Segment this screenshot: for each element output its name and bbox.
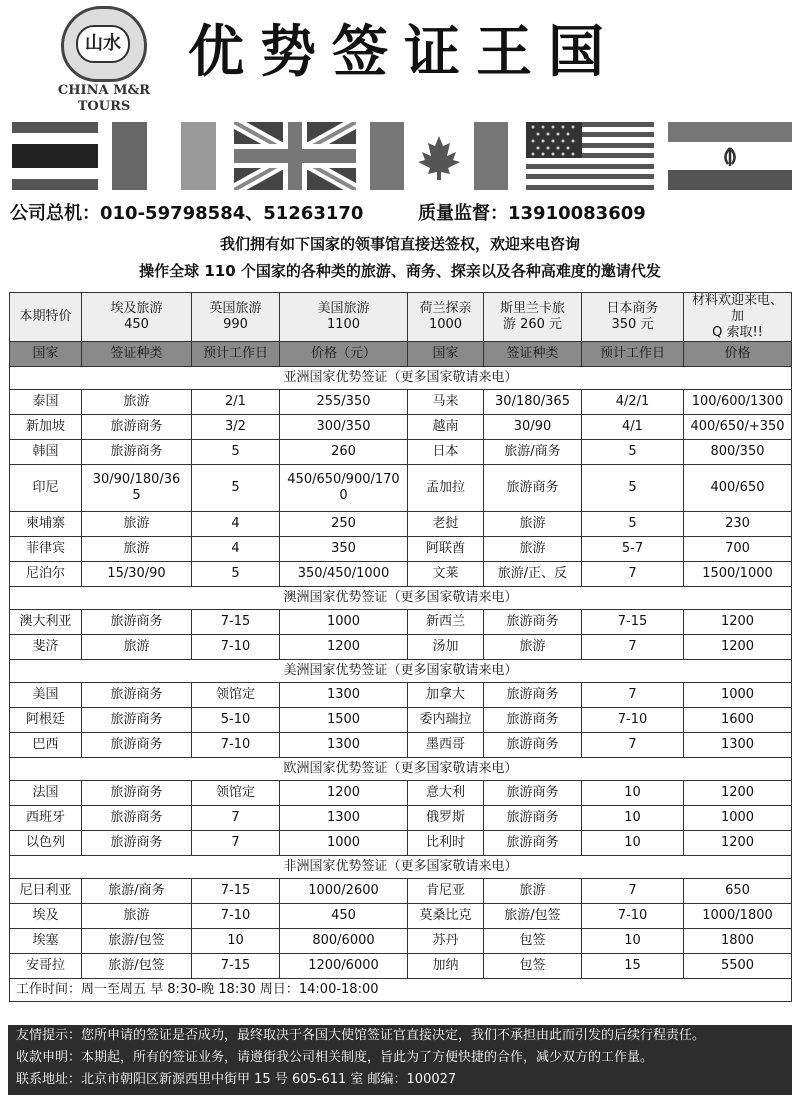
table-cell: 1000 <box>684 683 792 708</box>
section-title: 美洲国家优势签证（更多国家敬请来电） <box>10 660 792 683</box>
table-cell: 旅游/商务 <box>484 440 582 465</box>
table-cell: 230 <box>684 512 792 537</box>
table-cell: 墨西哥 <box>408 733 484 758</box>
working-hours: 工作时间：周一至周五 早 8:30-晚 18:30 周日：14:00-18:00 <box>10 979 792 1002</box>
table-cell: 包签 <box>484 954 582 979</box>
thailand-flag-icon <box>12 122 98 190</box>
table-row <box>10 683 792 708</box>
table-cell: 10 <box>582 781 684 806</box>
table-cell: 委内瑞拉 <box>408 708 484 733</box>
footer-notice <box>8 1025 792 1095</box>
table-cell: 5 <box>582 440 684 465</box>
working-hours-row <box>10 979 792 1002</box>
table-cell: 100/600/1300 <box>684 390 792 415</box>
table-cell: 旅游/包签 <box>82 954 192 979</box>
section-title-row <box>10 856 792 879</box>
table-cell: 旅游商务 <box>82 781 192 806</box>
table-row <box>10 465 792 512</box>
table-cell: 旅游 <box>484 879 582 904</box>
table-cell: 7-15 <box>192 610 280 635</box>
column-header: 签证种类 <box>82 342 192 367</box>
quality-supervision <box>418 202 646 226</box>
special-offer-cell: 材料欢迎来电、加 Q 索取!! <box>684 293 792 342</box>
table-cell: 7-10 <box>582 904 684 929</box>
table-row <box>10 806 792 831</box>
table-cell: 400/650/+350 <box>684 415 792 440</box>
table-cell: 5 <box>192 562 280 587</box>
quality-label: 质量监督： <box>418 203 508 224</box>
table-cell: 1200 <box>684 635 792 660</box>
logo-mark-text: 山水 <box>76 25 130 63</box>
table-cell: 1000 <box>280 831 408 856</box>
table-cell: 苏丹 <box>408 929 484 954</box>
table-cell: 巴西 <box>10 733 82 758</box>
table-cell: 旅游/正、反 <box>484 562 582 587</box>
company-phone <box>10 202 363 226</box>
column-header: 国家 <box>10 342 82 367</box>
table-cell: 斐济 <box>10 635 82 660</box>
table-cell: 旅游 <box>484 537 582 562</box>
table-cell: 旅游商务 <box>484 733 582 758</box>
column-header: 签证种类 <box>484 342 582 367</box>
table-cell: 菲律宾 <box>10 537 82 562</box>
section-title: 澳洲国家优势签证（更多国家敬请来电） <box>10 587 792 610</box>
table-cell: 5 <box>192 440 280 465</box>
table-cell: 250 <box>280 512 408 537</box>
table-cell: 越南 <box>408 415 484 440</box>
table-cell: 比利时 <box>408 831 484 856</box>
table-cell: 7 <box>582 635 684 660</box>
table-row <box>10 537 792 562</box>
intro-line-2: 操作全球 110 个国家的各种类的旅游、商务、探亲以及各种高难度的邀请代发 <box>139 262 661 280</box>
column-header: 预计工作日 <box>192 342 280 367</box>
table-cell: 1000 <box>280 610 408 635</box>
column-header: 价格 <box>684 342 792 367</box>
table-cell: 以色列 <box>10 831 82 856</box>
table-row <box>10 879 792 904</box>
table-row <box>10 415 792 440</box>
section-title-row <box>10 367 792 390</box>
table-cell: 旅游商务 <box>484 465 582 512</box>
table-cell: 旅游商务 <box>82 806 192 831</box>
table-cell: 肯尼亚 <box>408 879 484 904</box>
table-cell: 埃塞 <box>10 929 82 954</box>
table-cell: 7-10 <box>192 733 280 758</box>
table-cell: 阿根廷 <box>10 708 82 733</box>
table-cell: 10 <box>582 929 684 954</box>
table-cell: 美国 <box>10 683 82 708</box>
table-cell: 领馆定 <box>192 781 280 806</box>
table-cell: 5 <box>582 465 684 512</box>
table-cell: 300/350 <box>280 415 408 440</box>
special-offer-cell: 荷兰探亲 1000 <box>408 293 484 342</box>
quality-phone: 13910083609 <box>508 203 646 224</box>
table-cell: 印尼 <box>10 465 82 512</box>
table-header-row <box>10 342 792 367</box>
table-cell: 尼泊尔 <box>10 562 82 587</box>
table-cell: 阿联酋 <box>408 537 484 562</box>
special-offer-cell: 日本商务 350 元 <box>582 293 684 342</box>
section-title: 非洲国家优势签证（更多国家敬请来电） <box>10 856 792 879</box>
table-cell: 俄罗斯 <box>408 806 484 831</box>
table-cell: 5500 <box>684 954 792 979</box>
table-cell: 旅游商务 <box>82 733 192 758</box>
table-cell: 5 <box>582 512 684 537</box>
table-cell: 7-10 <box>582 708 684 733</box>
table-cell: 孟加拉 <box>408 465 484 512</box>
table-cell: 埃及 <box>10 904 82 929</box>
table-cell: 文莱 <box>408 562 484 587</box>
table-cell: 1200 <box>684 610 792 635</box>
company-logo <box>44 6 164 114</box>
special-offer-cell: 英国旅游 990 <box>192 293 280 342</box>
table-cell: 450 <box>280 904 408 929</box>
table-cell: 旅游商务 <box>484 708 582 733</box>
table-cell: 1200 <box>280 781 408 806</box>
table-cell: 旅游商务 <box>82 831 192 856</box>
table-cell: 新加坡 <box>10 415 82 440</box>
table-cell: 1200/6000 <box>280 954 408 979</box>
logo-mark <box>61 6 147 82</box>
table-cell: 旅游商务 <box>82 708 192 733</box>
table-cell: 1200 <box>280 635 408 660</box>
table-cell: 旅游商务 <box>484 781 582 806</box>
uk-flag-icon <box>234 122 356 190</box>
table-cell: 1600 <box>684 708 792 733</box>
table-cell: 650 <box>684 879 792 904</box>
table-cell: 旅游 <box>82 390 192 415</box>
table-cell: 日本 <box>408 440 484 465</box>
table-row <box>10 733 792 758</box>
visa-price-table <box>9 292 792 1002</box>
table-cell: 450/650/900/170 0 <box>280 465 408 512</box>
table-cell: 7-10 <box>192 904 280 929</box>
table-row <box>10 929 792 954</box>
table-cell: 4 <box>192 512 280 537</box>
table-row <box>10 440 792 465</box>
table-cell: 旅游 <box>484 635 582 660</box>
table-cell: 4/2/1 <box>582 390 684 415</box>
table-cell: 255/350 <box>280 390 408 415</box>
table-cell: 旅游 <box>82 635 192 660</box>
table-cell: 1300 <box>280 806 408 831</box>
phone-number: 010-59798584、51263170 <box>100 203 364 224</box>
specials-label: 本期特价 <box>10 293 82 342</box>
table-cell: 加纳 <box>408 954 484 979</box>
canada-flag-icon <box>370 122 508 190</box>
intro-line-1: 我们拥有如下国家的领事馆直接送签权，欢迎来电咨询 <box>219 235 580 253</box>
table-cell: 7-15 <box>192 879 280 904</box>
table-cell: 5-10 <box>192 708 280 733</box>
special-offer-cell: 美国旅游 1100 <box>280 293 408 342</box>
table-cell: 400/650 <box>684 465 792 512</box>
table-row <box>10 954 792 979</box>
table-row <box>10 831 792 856</box>
column-header: 价格（元） <box>280 342 408 367</box>
phone-label: 公司总机： <box>10 203 100 224</box>
table-cell: 15/30/90 <box>82 562 192 587</box>
table-cell: 5 <box>192 465 280 512</box>
table-row <box>10 562 792 587</box>
table-cell: 30/180/365 <box>484 390 582 415</box>
section-title: 欧洲国家优势签证（更多国家敬请来电） <box>10 758 792 781</box>
table-row <box>10 708 792 733</box>
table-cell: 1200 <box>684 831 792 856</box>
table-cell: 15 <box>582 954 684 979</box>
table-cell: 1800 <box>684 929 792 954</box>
table-cell: 7-15 <box>192 954 280 979</box>
table-cell: 800/6000 <box>280 929 408 954</box>
footer-tip: 友情提示：您所申请的签证是否成功，最终取决于各国大使馆签证官直接决定，我们不承担由此而引发的后续行程责任。 <box>16 1028 706 1043</box>
table-row <box>10 781 792 806</box>
table-cell: 韩国 <box>10 440 82 465</box>
table-cell: 30/90/180/36 5 <box>82 465 192 512</box>
table-cell: 旅游 <box>82 904 192 929</box>
section-title-row <box>10 587 792 610</box>
table-cell: 旅游商务 <box>484 610 582 635</box>
table-cell: 10 <box>192 929 280 954</box>
logo-name-line2: TOURS <box>77 99 131 114</box>
table-cell: 7 <box>582 562 684 587</box>
table-cell: 1000 <box>684 806 792 831</box>
footer-payment-notice: 收款申明：本期起，所有的签证业务，请遵街我公司相关制度，旨此为了方便快捷的合作，减少双方的工作量。 <box>16 1050 654 1065</box>
table-cell: 3/2 <box>192 415 280 440</box>
table-row <box>10 390 792 415</box>
table-cell: 1300 <box>280 733 408 758</box>
table-cell: 旅游/包签 <box>82 929 192 954</box>
table-cell: 意大利 <box>408 781 484 806</box>
table-cell: 7-15 <box>582 610 684 635</box>
table-cell: 5-7 <box>582 537 684 562</box>
table-cell: 1500/1000 <box>684 562 792 587</box>
table-cell: 7-10 <box>192 635 280 660</box>
table-row <box>10 635 792 660</box>
table-cell: 2/1 <box>192 390 280 415</box>
table-cell: 350 <box>280 537 408 562</box>
table-cell: 700 <box>684 537 792 562</box>
table-row <box>10 610 792 635</box>
table-cell: 旅游 <box>484 512 582 537</box>
table-row <box>10 904 792 929</box>
table-cell: 30/90 <box>484 415 582 440</box>
table-cell: 7 <box>192 831 280 856</box>
table-cell: 法国 <box>10 781 82 806</box>
column-header: 预计工作日 <box>582 342 684 367</box>
usa-flag-icon <box>526 122 654 190</box>
table-cell: 柬埔寨 <box>10 512 82 537</box>
table-cell: 旅游/包签 <box>484 904 582 929</box>
table-cell: 4/1 <box>582 415 684 440</box>
special-offer-cell: 斯里兰卡旅 游 260 元 <box>484 293 582 342</box>
table-cell: 安哥拉 <box>10 954 82 979</box>
france-flag-icon <box>112 122 216 190</box>
table-cell: 800/350 <box>684 440 792 465</box>
page-title: 优势签证王国 <box>188 20 620 85</box>
footer-address: 联系地址：北京市朝阳区新源西里中街甲 15 号 605-611 室 邮编：100027 <box>16 1072 457 1087</box>
table-cell: 旅游 <box>82 537 192 562</box>
section-title: 亚洲国家优势签证（更多国家敬请来电） <box>10 367 792 390</box>
table-cell: 莫桑比克 <box>408 904 484 929</box>
table-cell: 7 <box>582 683 684 708</box>
table-cell: 4 <box>192 537 280 562</box>
table-cell: 10 <box>582 831 684 856</box>
table-cell: 旅游商务 <box>82 440 192 465</box>
table-cell: 老挝 <box>408 512 484 537</box>
table-cell: 旅游商务 <box>484 806 582 831</box>
table-cell: 包签 <box>484 929 582 954</box>
table-cell: 1300 <box>684 733 792 758</box>
table-cell: 7 <box>582 879 684 904</box>
special-offer-cell: 埃及旅游 450 <box>82 293 192 342</box>
table-cell: 1200 <box>684 781 792 806</box>
logo-name-line1: CHINA M&R <box>57 83 151 98</box>
table-cell: 260 <box>280 440 408 465</box>
section-title-row <box>10 660 792 683</box>
section-title-row <box>10 758 792 781</box>
table-cell: 10 <box>582 806 684 831</box>
table-cell: 马来 <box>408 390 484 415</box>
table-cell: 旅游 <box>82 512 192 537</box>
table-cell: 7 <box>582 733 684 758</box>
table-cell: 1300 <box>280 683 408 708</box>
table-cell: 7 <box>192 806 280 831</box>
table-cell: 350/450/1000 <box>280 562 408 587</box>
table-cell: 尼日利亚 <box>10 879 82 904</box>
table-cell: 泰国 <box>10 390 82 415</box>
table-cell: 1000/1800 <box>684 904 792 929</box>
specials-row <box>10 293 792 342</box>
table-cell: 旅游商务 <box>484 683 582 708</box>
table-row <box>10 512 792 537</box>
table-cell: 1500 <box>280 708 408 733</box>
table-cell: 旅游商务 <box>484 831 582 856</box>
table-cell: 领馆定 <box>192 683 280 708</box>
iran-flag-icon <box>668 122 792 190</box>
table-cell: 澳大利亚 <box>10 610 82 635</box>
table-cell: 旅游商务 <box>82 683 192 708</box>
table-cell: 旅游商务 <box>82 415 192 440</box>
column-header: 国家 <box>408 342 484 367</box>
flag-strip <box>12 122 792 192</box>
table-cell: 汤加 <box>408 635 484 660</box>
table-cell: 西班牙 <box>10 806 82 831</box>
table-cell: 旅游商务 <box>82 610 192 635</box>
table-cell: 加拿大 <box>408 683 484 708</box>
table-cell: 新西兰 <box>408 610 484 635</box>
table-cell: 旅游/商务 <box>82 879 192 904</box>
table-cell: 1000/2600 <box>280 879 408 904</box>
